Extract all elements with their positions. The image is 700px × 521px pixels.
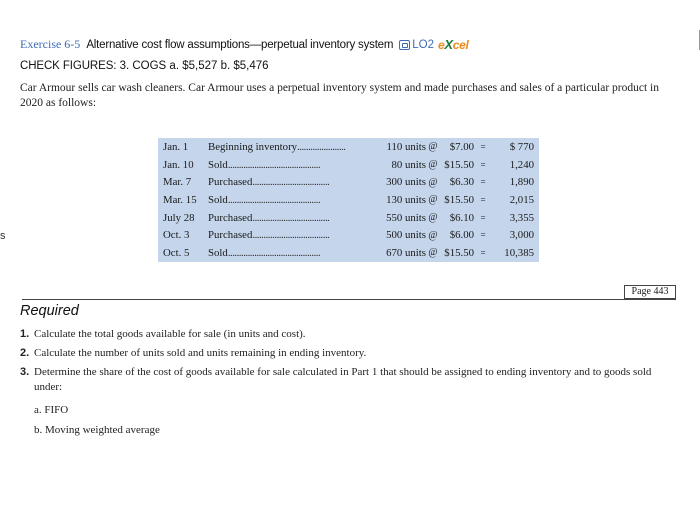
ledger-date-cell: Oct. 3 <box>163 229 190 242</box>
ledger-total-cell: 3,000 <box>509 229 534 242</box>
ledger-unit-price-cell: $15.50 <box>444 246 474 259</box>
ledger-at-symbol: @ <box>428 159 438 171</box>
ledger-units-cell: 130 units <box>386 193 426 206</box>
ledger-description-cell: Purchased................................... <box>208 176 330 189</box>
ledger-unit-price-cell: $7.00 <box>449 140 474 153</box>
exercise-title: Alternative cost flow assumptions—perpetual inventory system <box>86 38 394 51</box>
ledger-date-cell: Mar. 7 <box>163 176 192 189</box>
ledger-total-cell: 1,240 <box>509 158 534 171</box>
ledger-equals-symbol: = <box>480 247 486 258</box>
ledger-units-cell: 670 units <box>386 246 426 259</box>
required-list <box>20 327 660 443</box>
ledger-row <box>158 173 539 191</box>
check-figures-value: 3. COGS a. $5,527 b. $5,476 <box>119 60 269 72</box>
learning-objective-link[interactable]: LO2 <box>412 38 435 51</box>
ledger-row <box>158 244 539 262</box>
ledger-at-symbol: @ <box>428 229 438 241</box>
ledger-row <box>158 191 539 209</box>
ledger-description-cell: Purchased................................... <box>208 229 330 242</box>
ledger-units-cell: 80 units <box>391 158 426 171</box>
ledger-equals-symbol: = <box>480 212 486 223</box>
page-divider <box>22 299 676 300</box>
ledger-at-symbol: @ <box>428 176 438 188</box>
ledger-date-cell: Jan. 1 <box>163 140 189 153</box>
exercise-header <box>20 37 469 52</box>
ledger-description-cell: Sold.......................................... <box>208 158 321 171</box>
ledger-at-symbol: @ <box>428 247 438 259</box>
required-heading: Required <box>20 303 79 319</box>
required-item: 2. Calculate the number of units sold and units remaining in ending inventory. <box>20 347 367 359</box>
ledger-description-cell: Beginning inventory...................... <box>208 140 346 153</box>
margin-mark: s <box>0 230 6 242</box>
required-sub-item: b. Moving weighted average <box>34 424 160 436</box>
ledger-date-cell: Jan. 10 <box>163 158 194 171</box>
ledger-total-cell: 3,355 <box>509 211 534 224</box>
ledger-at-symbol: @ <box>428 194 438 206</box>
ledger-date-cell: Mar. 15 <box>163 193 197 206</box>
required-sub-item: a. FIFO <box>34 404 69 416</box>
ledger-description-cell: Sold.......................................... <box>208 246 321 259</box>
leader-dots: ...................... <box>297 140 346 153</box>
leader-dots: .......................................... <box>227 193 321 206</box>
excel-logo-icon[interactable]: eXcel <box>438 37 469 52</box>
ledger-date-cell: July 28 <box>163 211 195 224</box>
ledger-description-cell: Sold.......................................... <box>208 193 321 206</box>
ledger-total-cell: 1,890 <box>509 176 534 189</box>
ledger-unit-price-cell: $6.00 <box>449 229 474 242</box>
ledger-unit-price-cell: $6.30 <box>449 176 474 189</box>
leader-dots: .......................................... <box>227 158 321 171</box>
ledger-total-cell: $ 770 <box>509 140 534 153</box>
leader-dots: .......................................... <box>227 246 321 259</box>
leader-dots: ................................... <box>252 229 330 242</box>
ledger-equals-symbol: = <box>480 230 486 241</box>
ledger-total-cell: 10,385 <box>504 246 534 259</box>
ledger-units-cell: 110 units <box>386 140 426 153</box>
check-figures <box>20 60 269 72</box>
ledger-units-cell: 550 units <box>386 211 426 224</box>
ledger-units-cell: 300 units <box>386 176 426 189</box>
ledger-total-cell: 2,015 <box>509 193 534 206</box>
ledger-at-symbol: @ <box>428 141 438 153</box>
ledger-unit-price-cell: $15.50 <box>444 158 474 171</box>
leader-dots: ................................... <box>252 176 330 189</box>
leader-dots: ................................... <box>252 211 330 224</box>
ledger-at-symbol: @ <box>428 212 438 224</box>
exercise-number: Exercise 6-5 <box>20 37 81 51</box>
intro-paragraph: Car Armour sells car wash cleaners. Car Armour uses a perpetual inventory system and made purchases and sales of a particular product in 2020 as follows: <box>20 82 660 109</box>
required-sub-list <box>34 403 660 438</box>
required-item: 1. Calculate the total goods available for sale (in units and cost). <box>20 328 306 340</box>
inventory-ledger-table <box>158 138 539 262</box>
ledger-row <box>158 138 539 156</box>
ledger-equals-symbol: = <box>480 141 486 152</box>
ledger-row <box>158 156 539 174</box>
ledger-equals-symbol: = <box>480 177 486 188</box>
ledger-units-cell: 500 units <box>386 229 426 242</box>
ledger-equals-symbol: = <box>480 159 486 170</box>
ledger-row <box>158 226 539 244</box>
ledger-unit-price-cell: $15.50 <box>444 193 474 206</box>
learning-objective-icon[interactable] <box>399 40 410 50</box>
ledger-unit-price-cell: $6.10 <box>449 211 474 224</box>
required-item: 3. Determine the share of the cost of goods available for sale calculated in Part 1 that should be assigned to ending inventory and to goods sold under: <box>20 366 652 393</box>
ledger-row <box>158 209 539 227</box>
ledger-equals-symbol: = <box>480 194 486 205</box>
page-number-badge: Page 443 <box>624 285 676 299</box>
check-figures-label: CHECK FIGURES: <box>20 60 117 72</box>
ledger-date-cell: Oct. 5 <box>163 246 190 259</box>
ledger-description-cell: Purchased................................... <box>208 211 330 224</box>
